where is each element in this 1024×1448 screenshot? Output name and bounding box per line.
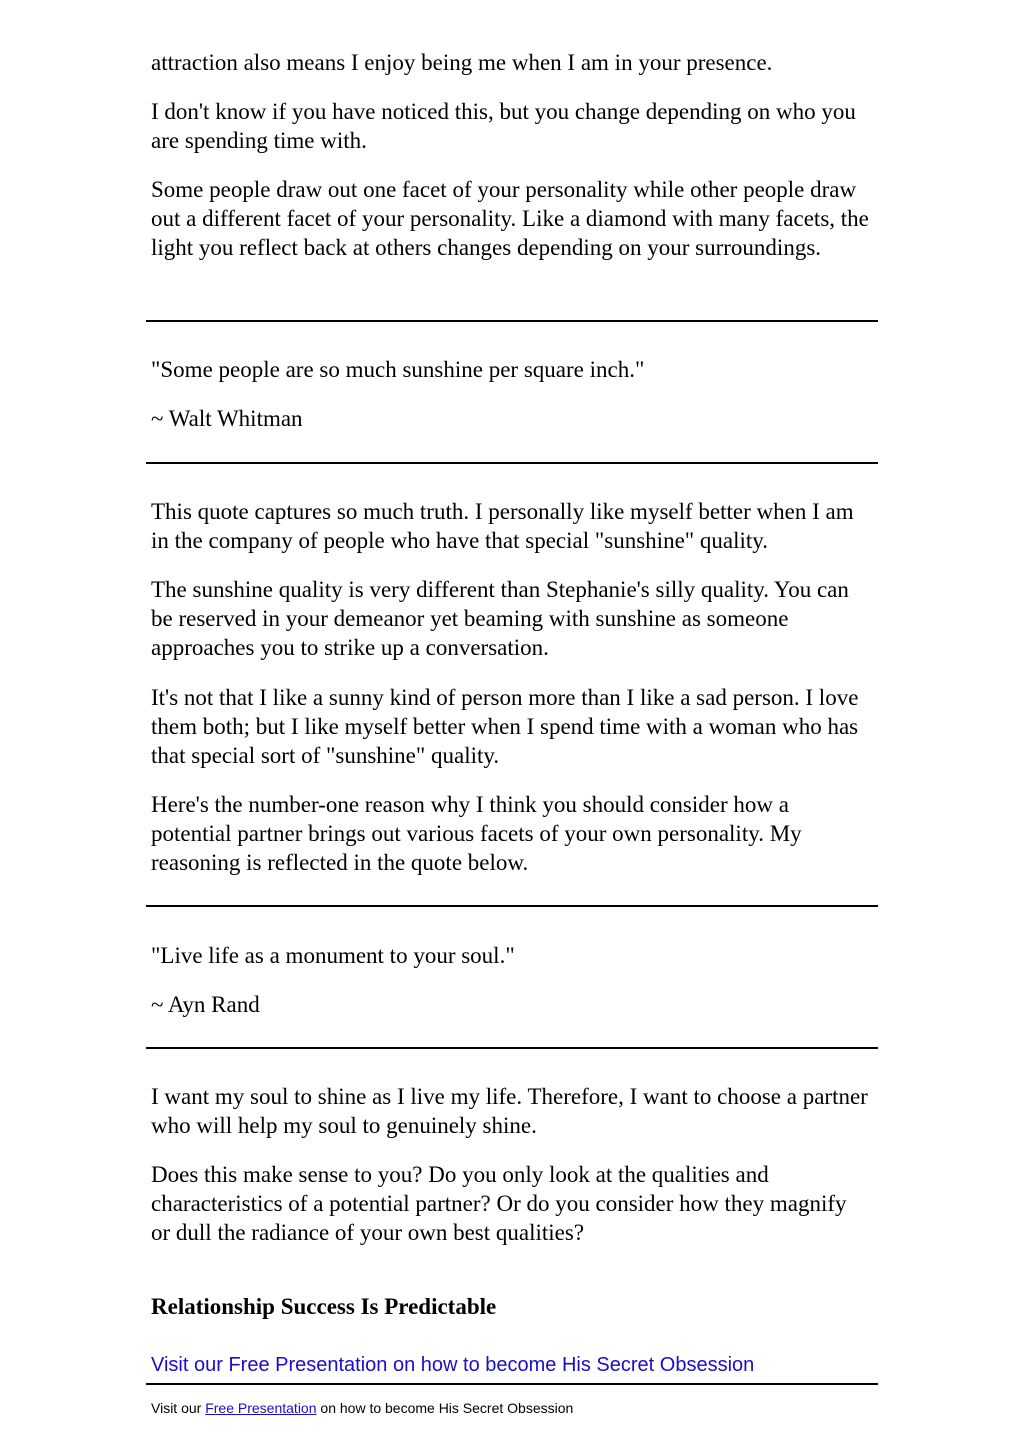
footer-text: [151, 1399, 573, 1417]
paragraph: It's not that I like a sunny kind of person more than I like a sad person. I love them both; but I like myself better when I spend time with a woman who has that special sort of "sunshine" quality.: [151, 685, 859, 768]
quote-divider-top: [146, 320, 878, 322]
paragraph: Some people draw out one facet of your personality while other people draw out a different facet of your personality. Like a diamond with many facets, the light you reflect back at others changes depending on your surroundings.: [151, 177, 869, 260]
footer-prefix: Visit our: [151, 1400, 206, 1416]
quote-text: "Some people are so much sunshine per square inch.": [151, 357, 645, 382]
paragraph: attraction also means I enjoy being me when I am in your presence.: [151, 50, 773, 75]
quote-divider-bottom: [146, 462, 878, 464]
footer-presentation-link[interactable]: Free Presentation: [205, 1400, 317, 1416]
quote-text: "Live life as a monument to your soul.": [151, 943, 515, 968]
paragraph: This quote captures so much truth. I personally like myself better when I am in the company of people who have that special "sunshine" quality.: [151, 499, 854, 553]
paragraph: The sunshine quality is very different than Stephanie's silly quality. You can be reserved in your demeanor yet beaming with sunshine as someone approaches you to strike up a conversation.: [151, 577, 849, 660]
paragraph: Does this make sense to you? Do you only look at the qualities and characteristics of a potential partner? Or do you consider how they magnify or dull the radiance of your own best qualities?: [151, 1162, 847, 1245]
quote-author: ~ Ayn Rand: [151, 992, 260, 1017]
paragraph: I want my soul to shine as I live my life. Therefore, I want to choose a partner who will help my soul to genuinely shine.: [151, 1084, 868, 1138]
quote-divider-bottom: [146, 1047, 878, 1049]
quote-author: ~ Walt Whitman: [151, 406, 303, 431]
section-heading: Relationship Success Is Predictable: [151, 1294, 497, 1319]
quote-divider-top: [146, 905, 878, 907]
footer-divider: [146, 1383, 878, 1385]
paragraph: I don't know if you have noticed this, but you change depending on who you are spending time with.: [151, 99, 856, 153]
footer-suffix: on how to become His Secret Obsession: [316, 1400, 574, 1416]
paragraph: Here's the number-one reason why I think you should consider how a potential partner brings out various facets of your own personality. My reasoning is reflected in the quote below.: [151, 792, 802, 875]
presentation-link[interactable]: Visit our Free Presentation on how to become His Secret Obsession: [151, 1354, 755, 1376]
